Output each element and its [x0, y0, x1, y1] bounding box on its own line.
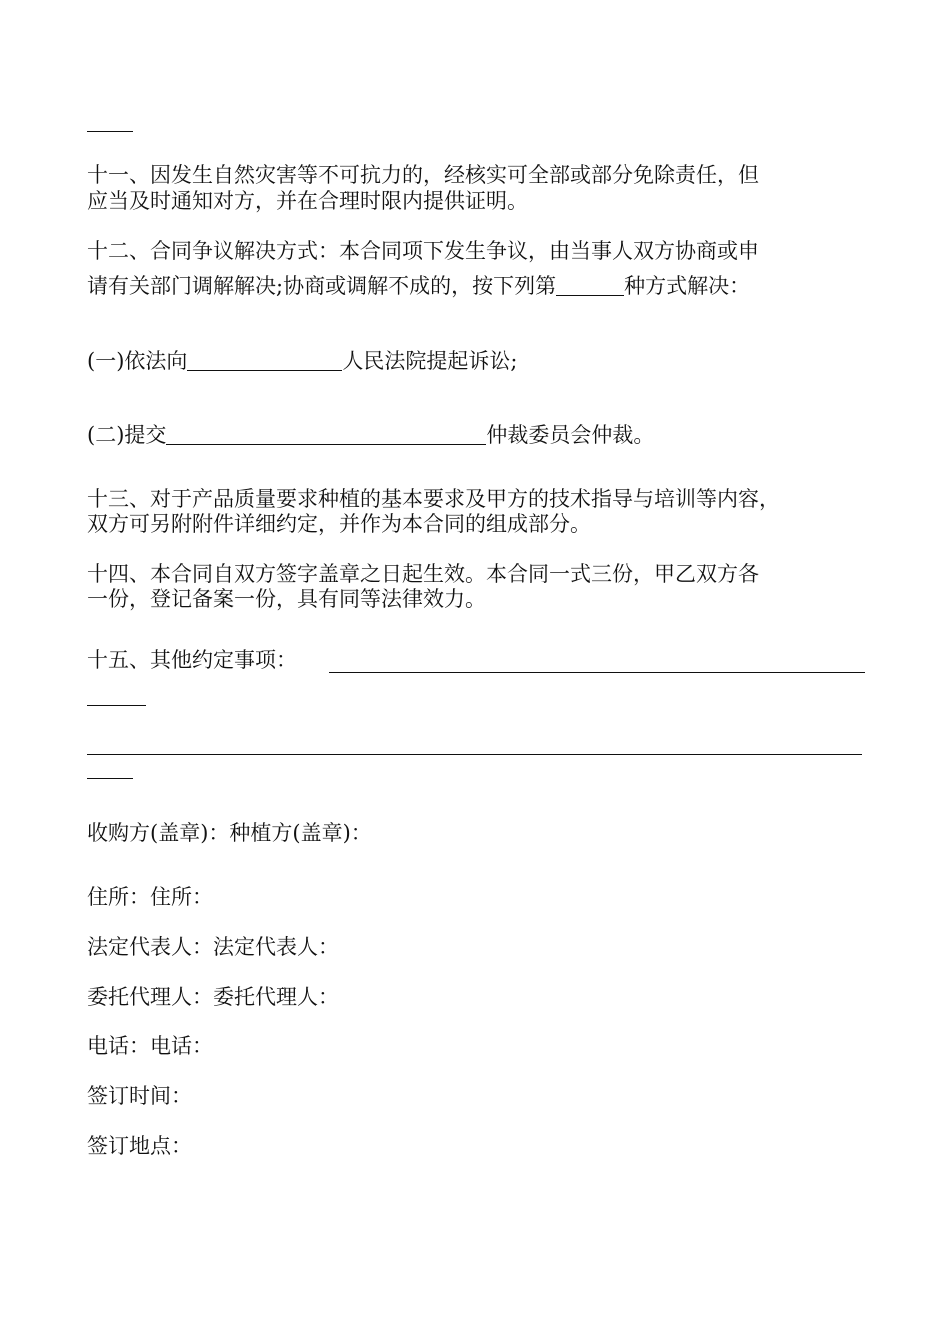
clause-14-line-1: 十四、本合同自双方签字盖章之日起生效。本合同一式三份，甲乙双方各 — [87, 562, 759, 586]
clause-15-label: 十五、其他约定事项： — [87, 648, 297, 672]
signature-place: 签订地点： — [87, 1134, 192, 1158]
clause-12-line-2-after: 种方式解决： — [624, 274, 751, 298]
resolution-method-blank — [556, 294, 624, 296]
other-terms-blank-2 — [87, 705, 146, 706]
clause-11-line-1: 十一、因发生自然灾害等不可抗力的，经核实可全部或部分免除责任，但 — [87, 163, 759, 187]
other-terms-blank-1 — [329, 672, 865, 673]
signature-parties: 收购方(盖章)：种植方(盖章)： — [87, 821, 372, 845]
clause-14-line-2: 一份，登记备案一份，具有同等法律效力。 — [87, 587, 486, 611]
option-1 — [87, 348, 517, 374]
fill-line-top — [87, 131, 133, 132]
option-2-after: 仲裁委员会仲裁。 — [486, 423, 655, 447]
signature-time: 签订时间： — [87, 1084, 192, 1108]
signature-address: 住所：住所： — [87, 885, 213, 909]
arbitration-committee-blank — [166, 443, 486, 445]
clause-12-line-1: 十二、合同争议解决方式：本合同项下发生争议，由当事人双方协商或申 — [87, 239, 759, 263]
clause-12-line-2 — [87, 273, 750, 299]
clause-11-line-2: 应当及时通知对方，并在合理时限内提供证明。 — [87, 189, 528, 213]
option-1-after: 人民法院提起诉讼; — [342, 349, 518, 373]
option-2-before: (二)提交 — [87, 423, 167, 447]
clause-13-line-1: 十三、对于产品质量要求种植的基本要求及甲方的技术指导与培训等内容， — [87, 487, 780, 511]
other-terms-blank-3 — [87, 754, 862, 755]
option-2 — [87, 422, 654, 448]
signature-legal-representative: 法定代表人：法定代表人： — [87, 935, 339, 959]
clause-12-line-2-before: 请有关部门调解解决;协商或调解不成的，按下列第 — [87, 274, 557, 298]
option-1-before: (一)依法向 — [87, 349, 188, 373]
signature-phone: 电话：电话： — [87, 1034, 213, 1058]
other-terms-blank-4 — [87, 778, 133, 779]
signature-agent: 委托代理人：委托代理人： — [87, 985, 339, 1009]
court-name-blank — [187, 369, 342, 371]
clause-13-line-2: 双方可另附附件详细约定，并作为本合同的组成部分。 — [87, 512, 591, 536]
